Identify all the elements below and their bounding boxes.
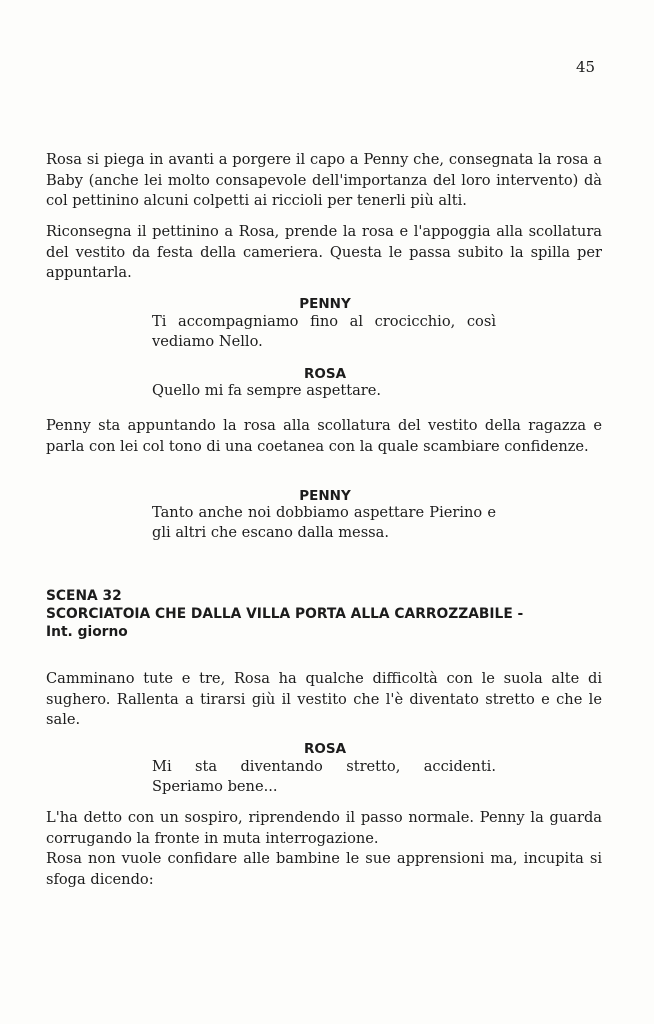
dialogue-line: Quello mi fa sempre aspettare. [152, 382, 382, 399]
action-paragraph: L'ha detto con un sospiro, riprendendo il passo normale. Penny la guarda corrugando la fronte in muta interrogazione. [46, 809, 602, 847]
action-paragraph: Penny sta appuntando la rosa alla scollatura del vestito della ragazza e parla con lei col tono di una coetanea con la quale scambiare confidenze. [46, 417, 602, 455]
scene-title: SCORCIATOIA CHE DALLA VILLA PORTA ALLA CARROZZABILE - [46, 606, 524, 622]
dialogue-line: Ti accompagniamo fino al crocicchio, così vediamo Nello. [152, 313, 496, 350]
dialogue-line: Mi sta diventando stretto, accidenti. Speriamo bene... [152, 758, 496, 795]
speaker-name: ROSA [303, 366, 347, 382]
action-paragraph: Rosa non vuole confidare alle bambine le sue apprensioni ma, incupita si sfoga dicendo: [46, 850, 602, 888]
action-paragraph: Camminano tute e tre, Rosa ha qualche difficoltà con le suola alte di sughero. Rallenta a tirarsi giù il vestito che l'è diventato stretto e che le sale. [46, 670, 602, 728]
scene-number: SCENA 32 [46, 588, 122, 604]
dialogue-line: Tanto anche noi dobbiamo aspettare Pierino e gli altri che escano dalla messa. [152, 504, 496, 541]
speaker-name: PENNY [299, 296, 351, 312]
action-paragraph: Riconsegna il pettinino a Rosa, prende la rosa e l'appoggia alla scollatura del vestito da festa della cameriera. Questa le passa subito la spilla per appuntarla. [46, 223, 602, 281]
speaker-name: ROSA [303, 741, 347, 757]
page-number: 45 [576, 58, 596, 76]
action-paragraph: Rosa si piega in avanti a porgere il capo a Penny che, consegnata la rosa a Baby (anche lei molto consapevole dell'importanza del loro intervento) dà col pettinino alcuni colpetti ai riccioli per tenerli più alti. [46, 151, 602, 209]
speaker-name: PENNY [299, 488, 351, 504]
scene-time: Int. giorno [46, 624, 128, 640]
